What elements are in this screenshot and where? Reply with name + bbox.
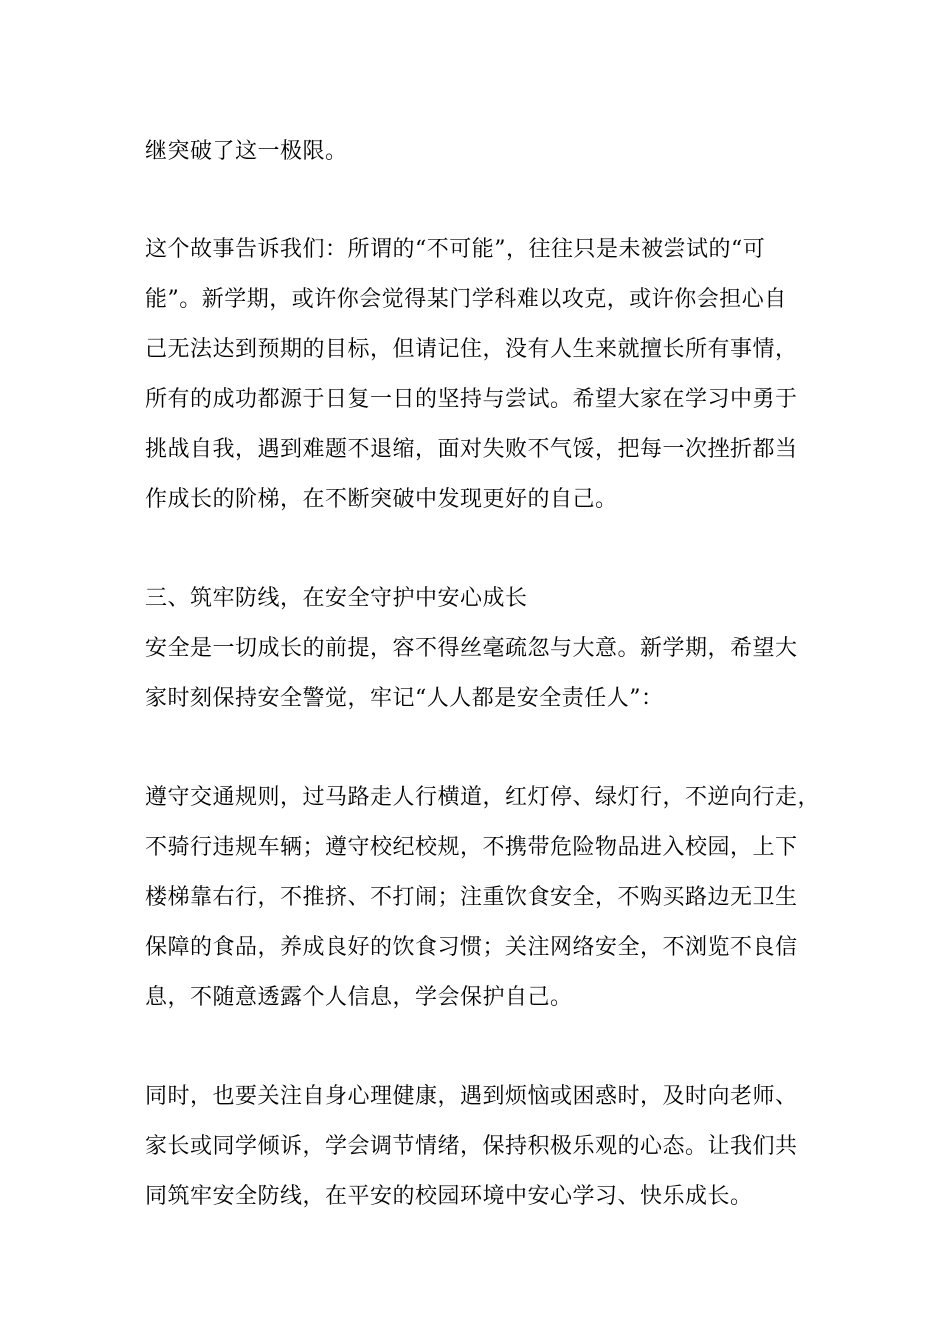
paragraph-line: 所有的成功都源于日复一日的坚持与尝试。希望大家在学习中勇于	[145, 387, 798, 412]
paragraph-line: 息，不随意透露个人信息，学会保护自己。	[145, 985, 573, 1010]
paragraph-line: 这个故事告诉我们：所谓的“不可能”，往往只是未被尝试的“可	[145, 237, 766, 262]
paragraph-line: 家长或同学倾诉，学会调节情绪，保持积极乐观的心态。让我们共	[145, 1134, 798, 1159]
paragraph-line: 楼梯靠右行，不推挤、不打闹；注重饮食安全，不购买路边无卫生	[145, 885, 798, 910]
paragraph-line: 家时刻保持安全警觉，牢记“人人都是安全责任人”：	[145, 686, 664, 711]
section-heading: 三、筑牢防线，在安全守护中安心成长	[145, 586, 528, 611]
paragraph-line: 能”。新学期，或许你会觉得某门学科难以攻克，或许你会担心自	[145, 287, 787, 312]
paragraph-line: 己无法达到预期的目标，但请记住，没有人生来就擅长所有事情，	[145, 337, 798, 362]
paragraph-line: 安全是一切成长的前提，容不得丝毫疏忽与大意。新学期，希望大	[145, 636, 798, 661]
paragraph-line: 继突破了这一极限。	[145, 139, 348, 164]
paragraph-line: 同筑牢安全防线，在平安的校园环境中安心学习、快乐成长。	[145, 1184, 753, 1209]
paragraph-line: 保障的食品，养成良好的饮食习惯；关注网络安全，不浏览不良信	[145, 935, 798, 960]
paragraph-line: 同时，也要关注自身心理健康，遇到烦恼或困惑时，及时向老师、	[145, 1084, 798, 1109]
paragraph-line: 作成长的阶梯，在不断突破中发现更好的自己。	[145, 487, 618, 512]
paragraph-line: 不骑行违规车辆；遵守校纪校规，不携带危险物品进入校园，上下	[145, 835, 798, 860]
paragraph-line: 遵守交通规则，过马路走人行横道，红灯停、绿灯行，不逆向行走，	[145, 785, 821, 810]
paragraph-line: 挑战自我，遇到难题不退缩，面对失败不气馁，把每一次挫折都当	[145, 437, 798, 462]
